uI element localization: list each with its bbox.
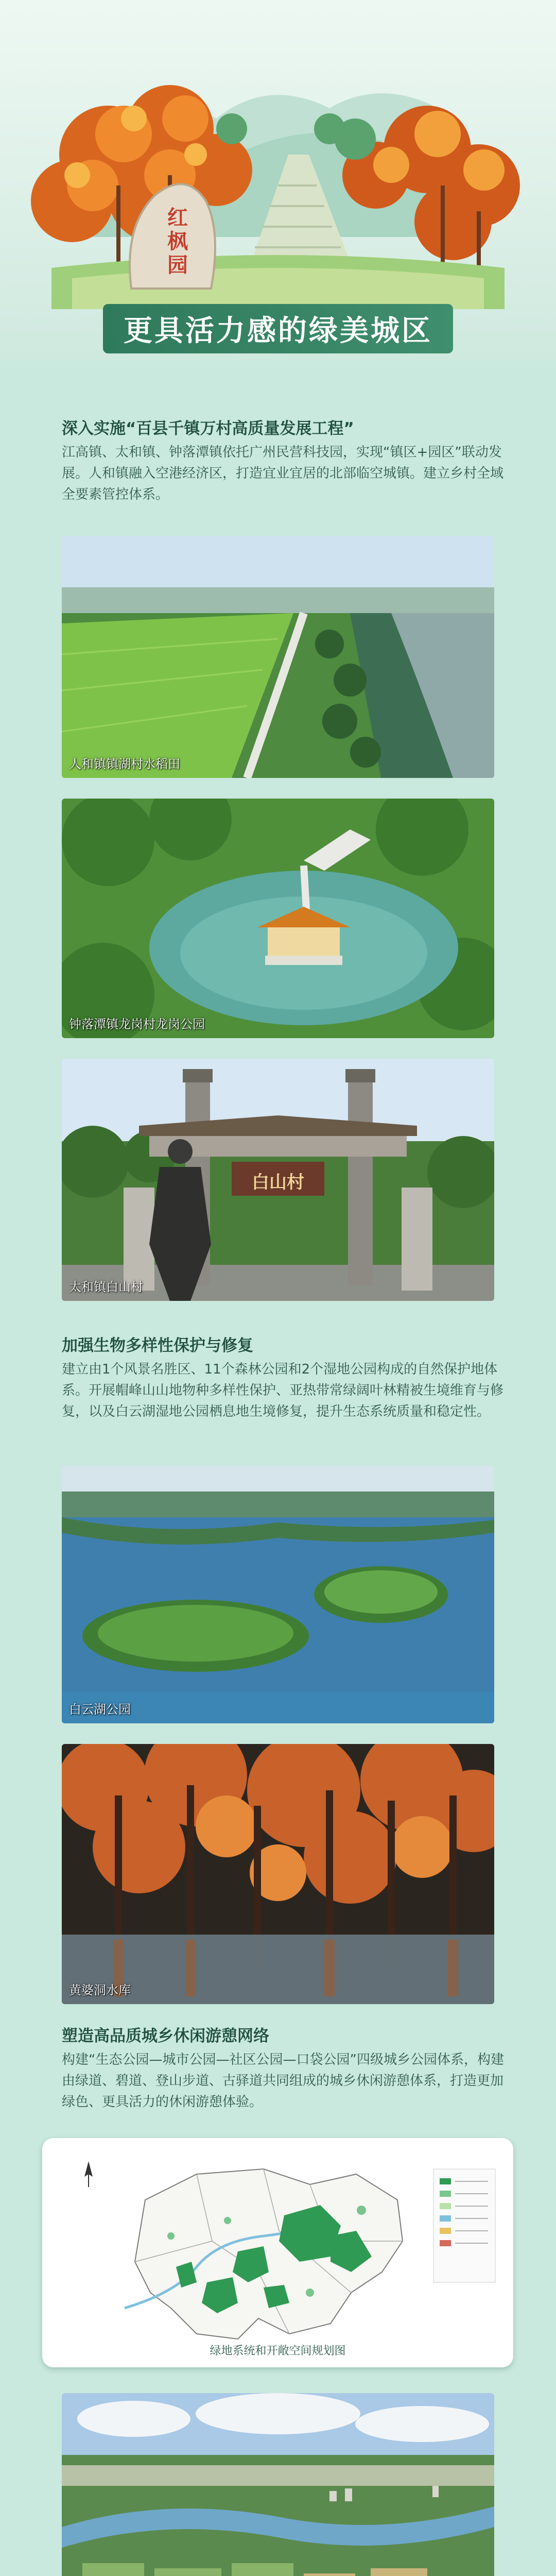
green-space-map-card — [42, 2138, 513, 2367]
section-body: 构建“生态公园—城市公园—社区公园—口袋公园”四级城乡公园体系，构建由绿道、碧道、登山步道、古驿道共同组成的城乡休闲游憩体系，打造更加绿色、更具活力的休闲游憩体验。 — [62, 2052, 504, 2110]
section-rural-development — [62, 417, 505, 505]
section-title: 深入实施“百县千镇万村高质量发展工程” — [62, 419, 354, 438]
stone-inscription: 红枫园 — [167, 206, 188, 277]
photo-baishan-village — [62, 1059, 494, 1301]
section-biodiversity — [62, 1334, 505, 1422]
map-legend — [433, 2169, 495, 2282]
hero-illustration — [0, 0, 556, 361]
section-body: 江高镇、太和镇、钟落潭镇依托广州民营科技园，实现“镇区+园区”联动发展。人和镇融入空港经济区，打造宜业宜居的北部临空城镇。建立乡村全域全要素管控体系。 — [62, 445, 504, 502]
gate-plaque-text: 白山村 — [252, 1172, 304, 1193]
photo-liuxi-river — [62, 2393, 494, 2576]
photo-caption: 黄婆洞水库 — [69, 1983, 131, 1997]
page-title-banner — [103, 304, 453, 353]
photo-longgang-park — [62, 799, 494, 1038]
photo-baiyun-lake — [62, 1466, 494, 1723]
map-caption: 绿地系统和开敞空间规划图 — [210, 2345, 346, 2358]
photo-caption: 太和镇白山村 — [69, 1280, 143, 1294]
photo-caption: 钟落潭镇龙岗村龙岗公园 — [69, 1017, 205, 1031]
section-leisure-network — [62, 2025, 505, 2113]
photo-huangpodong-reservoir — [62, 1744, 494, 2004]
section-body: 建立由1个风景名胜区、11个森林公园和2个湿地公园构成的自然保护地体系。开展帽峰山山地物种多样性保护、亚热带常绿阔叶林精被生境维育与修复，以及白云湖湿地公园栖息地生境修复，提升生态系统质量和稳定性。 — [62, 1362, 504, 1419]
green-space-map — [42, 2138, 513, 2367]
photo-caption: 白云湖公园 — [69, 1702, 131, 1717]
photo-caption: 人和镇镇湖村水稻田 — [69, 757, 180, 771]
section-title: 加强生物多样性保护与修复 — [62, 1336, 253, 1355]
section-title: 塑造高品质城乡休闲游憩网络 — [62, 2027, 269, 2045]
page-title: 更具活力感的绿美城区 — [124, 314, 432, 348]
photo-rice-field — [62, 536, 494, 778]
